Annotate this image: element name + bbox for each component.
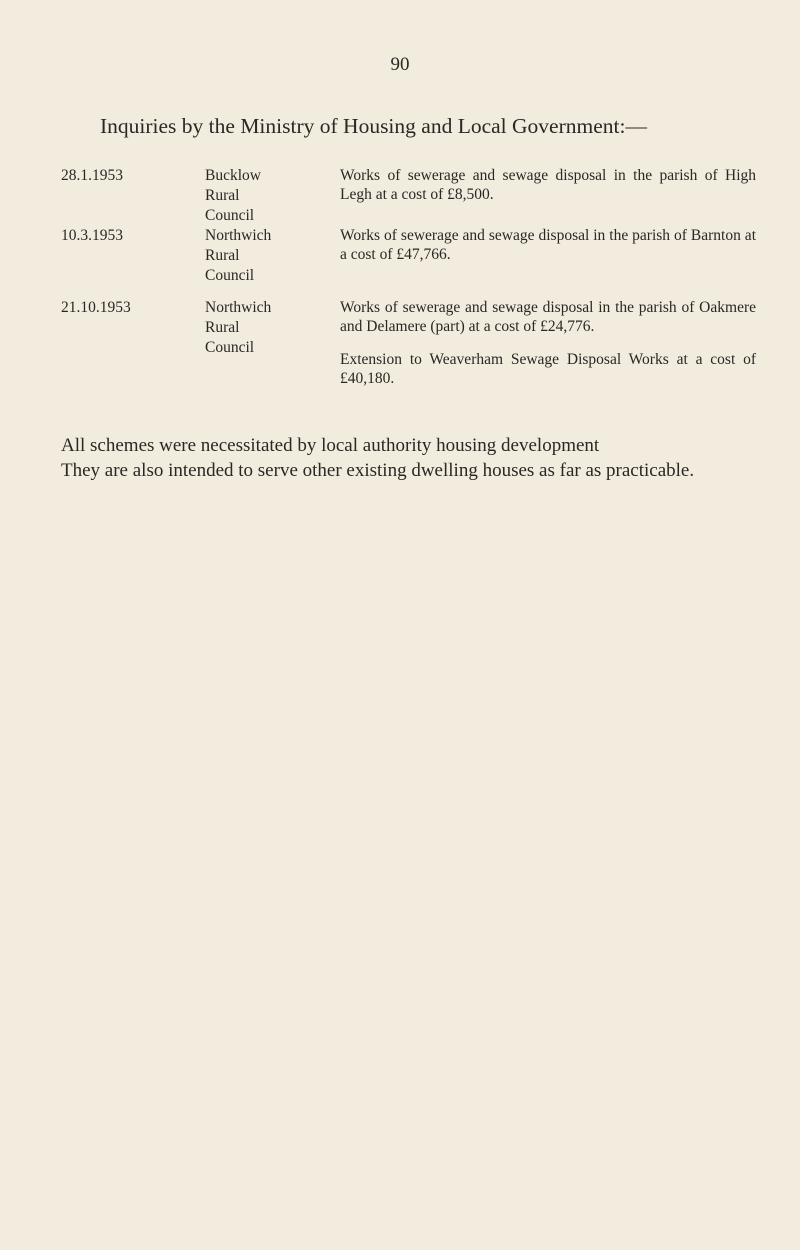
description-paragraph: Works of sewerage and sewage disposal in the parish of Barnton at a cost of £47,766.	[340, 227, 756, 263]
inquiry-date: 10.3.1953	[61, 227, 123, 244]
council-line: Northwich	[205, 299, 272, 316]
description-paragraph: Works of sewerage and sewage disposal in the parish of High Legh at a cost of £8,500.	[340, 167, 756, 203]
closing-paragraph	[61, 433, 771, 483]
council-line: Rural	[205, 187, 240, 204]
inquiry-description	[340, 166, 756, 218]
council-line: Council	[205, 339, 255, 356]
council-line: Rural	[205, 319, 240, 336]
council-line: Bucklow	[205, 167, 261, 184]
inquiry-council	[205, 166, 320, 226]
inquiry-description	[340, 298, 756, 402]
inquiry-date: 28.1.1953	[61, 167, 123, 184]
inquiry-date: 21.10.1953	[61, 299, 131, 316]
closing-line-1: All schemes were necessitated by local authority housing development	[61, 435, 600, 456]
council-line: Rural	[205, 247, 240, 264]
council-line: Council	[205, 207, 255, 224]
inquiry-description	[340, 226, 756, 278]
inquiry-council	[205, 298, 320, 358]
page-heading: Inquiries by the Ministry of Housing and Local Government:—	[100, 114, 647, 138]
description-paragraph: Works of sewerage and sewage disposal in the parish of Oakmere and Delamere (part) at a cost of £24,776.	[340, 299, 756, 335]
closing-line-2: They are also intended to serve other existing dwelling houses as far as practicable.	[61, 460, 695, 481]
council-line: Northwich	[205, 227, 272, 244]
page-number: 90	[390, 54, 410, 75]
inquiry-council	[205, 226, 320, 286]
council-line: Council	[205, 267, 255, 284]
description-paragraph: Extension to Weaverham Sewage Disposal Works at a cost of £40,180.	[340, 351, 756, 387]
